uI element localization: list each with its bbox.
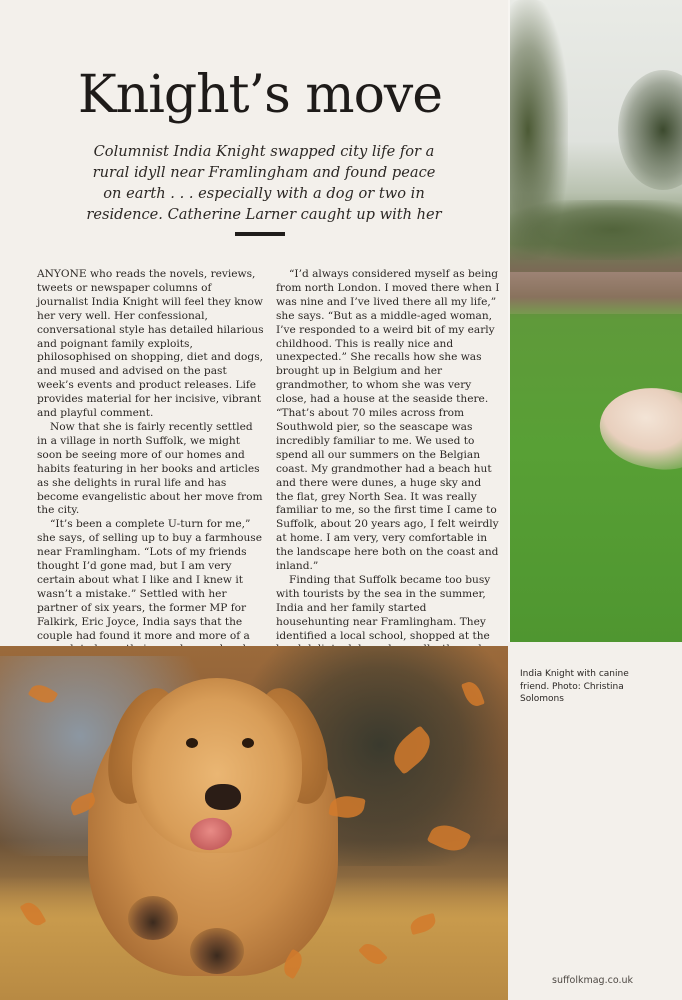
headline-rule — [235, 232, 285, 236]
dog-paw-shape — [128, 896, 178, 940]
dog-photo — [0, 646, 508, 1000]
tree-shape — [618, 70, 682, 190]
article-headline: Knight’s move — [77, 65, 443, 125]
field-photo — [508, 0, 682, 642]
fence-shape — [508, 272, 682, 314]
body-column-left — [37, 268, 265, 685]
body-paragraph: “It’s been a complete U-turn for me,” she says, of selling up to buy a farmhouse near Framlingham. “Lots of my friends thought I’d gone mad, but I am very certain about what I like and I knew it wasn’t a mistake.” Settled with her partner of six years, the former MP for Falkirk, Eric Joyce, India says that the couple had found it more and more of a — [37, 518, 263, 642]
treeline-shape — [508, 200, 682, 260]
photo-caption: India Knight with canine friend. Photo: Christina Solomons — [520, 669, 629, 704]
body-paragraph: ANYONE who reads the novels, reviews, tweets or newspaper columns of journalist India Knight will feel they know her very well. Her confessional, conversational style has detailed hilarious and poignant family exploits, philosophised on shopping, diet and dogs, and mused and advised on the past week’s events and product releases. Life provides material for her incisive, vibrant and playful comment. — [37, 268, 264, 420]
dog-nose-shape — [205, 784, 241, 810]
photo-divider — [508, 0, 510, 642]
article-standfirst: Columnist India Knight swapped city life for a rural idyll near Framlingham and found peace on earth . . . especially with a dog or two in residence. Catherine Larner caught up with her — [86, 143, 442, 223]
dog-eye-shape — [186, 738, 198, 748]
dog-eye-shape — [242, 738, 254, 748]
footer-url: suffolkmag.co.uk — [552, 975, 634, 986]
body-paragraph: Now that she is fairly recently settled in a village in north Suffolk, we might soon be seeing more of our homes and habits featuring in her books and articles as she delights in rural life and has become evangelistic about her move from the city. — [37, 420, 263, 517]
dog-tail-shape — [593, 377, 682, 478]
dog-paw-shape — [190, 928, 244, 974]
body-column-right — [276, 268, 500, 699]
body-paragraph: “I’d always considered myself as being from north London. I moved there when I was nine and I’ve lived there all my life,” she says. “But as a middle-aged woman, I’ve responded to a weird bit of my early childhood. This is really nice and unexpected.” She recalls how she was brought up in Belgium and her grandmother, to whom she was very close, had a house at the seaside there. “That’s about 70 miles across from Southwold pier, so the seascape was incredibly familiar to me. We used to spend all our summers on the Belgian coast. My grandmother had a beach hut and there were dunes, a huge sky and the flat, grey North Sea. It was really familiar to me, so the first time I came to Suffolk, about 20 years ago, I felt weirdly at home. I am very, very comfortable in the landscape here both on the coast and inland.” — [276, 268, 500, 573]
body-paragraph: Finding that Suffolk became too busy with tourists by the sea in the summer, India and her family started househunting near Framlingham. They identified a local school, shopped at the — [276, 573, 491, 642]
